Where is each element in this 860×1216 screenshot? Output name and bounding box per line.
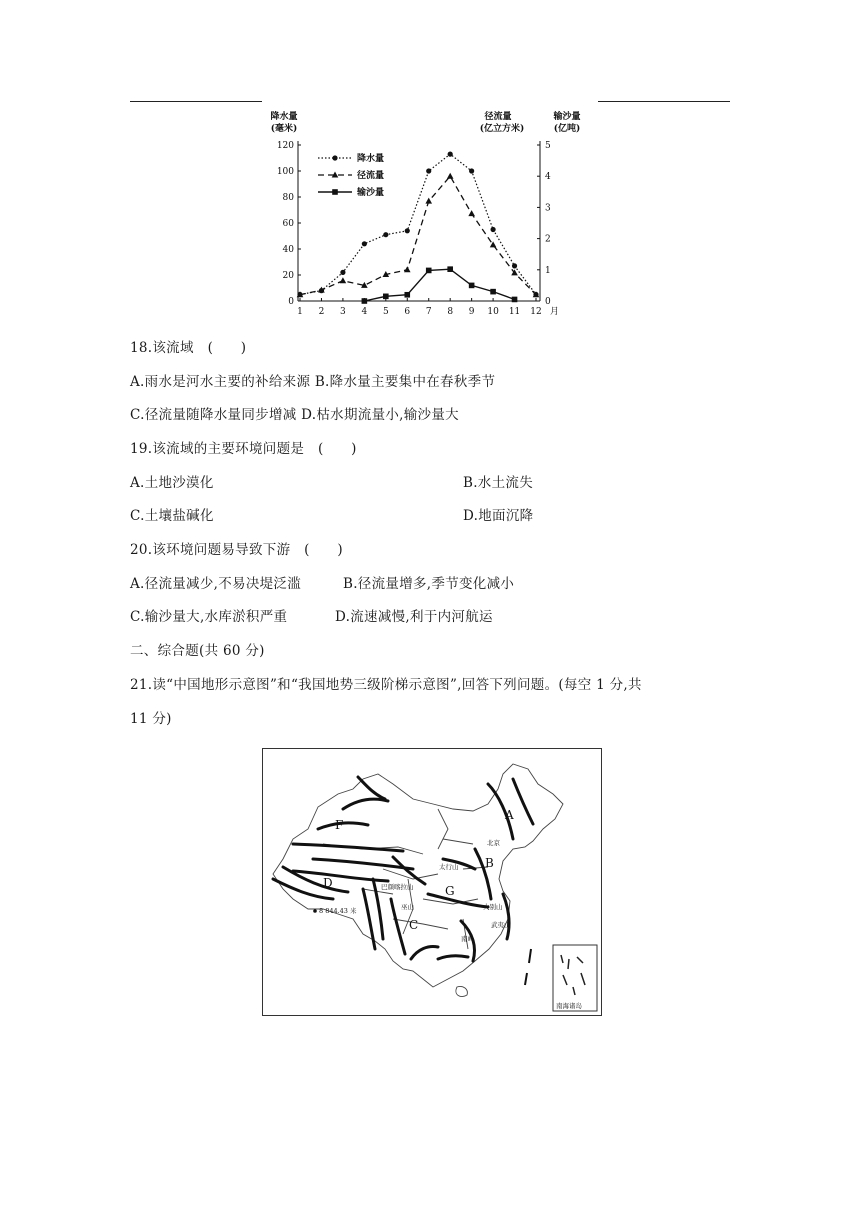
question-20-stem: 20.该环境问题易导致下游 ( ) <box>130 542 343 558</box>
map-letter-c: C <box>409 918 419 932</box>
legend-label: 径流量 <box>357 171 385 181</box>
south-sea-inset <box>553 945 597 1011</box>
map-label-dabie: 大别山 <box>483 903 503 911</box>
question-20-option-b: B.径流量增多,季节变化减小 <box>343 576 515 592</box>
x-tick-label: 12 <box>530 307 542 317</box>
left-axis-title: 降水量 <box>270 112 298 122</box>
precip-point <box>362 241 367 246</box>
left-tick-label: 40 <box>282 245 294 255</box>
question-21-line1: 21.读“中国地形示意图”和“我国地势三级阶梯示意图”,回答下列问题。(每空 1 分,共 <box>130 677 642 693</box>
question-20-option-d: D.流速减慢,利于内河航运 <box>335 609 493 625</box>
china-terrain-map <box>262 748 602 1016</box>
runoff-point <box>447 173 454 179</box>
question-20-option-a: A.径流量减少,不易决堤泛滥 <box>130 576 302 592</box>
legend-label: 输沙量 <box>357 188 385 198</box>
runoff-point <box>468 210 475 216</box>
question-18-stem: 18.该流域 ( ) <box>130 340 247 356</box>
right-tick-label: 3 <box>545 203 551 214</box>
hydrograph-chart <box>262 108 592 328</box>
south-sea-label: 南海诸岛 <box>556 1002 582 1010</box>
question-18-option-cd: C.径流量随降水量同步增减 D.枯水期流量小,输沙量大 <box>130 407 459 423</box>
precip-point <box>405 228 410 233</box>
precip-point <box>512 263 517 268</box>
everest-marker <box>313 909 317 913</box>
sediment-axis-title: 输沙量 <box>553 112 581 122</box>
left-tick-label: 80 <box>282 193 294 203</box>
question-19-option-d: D.地面沉降 <box>463 508 534 524</box>
map-label-wuyi: 武夷山 <box>491 921 511 929</box>
question-21-line2: 11 分) <box>130 711 172 727</box>
question-19-option-a: A.土地沙漠化 <box>130 475 214 491</box>
sediment-point <box>469 283 475 289</box>
map-label-wushan: 巫山 <box>401 903 414 911</box>
sediment-point <box>404 292 410 298</box>
sediment-point <box>383 294 389 300</box>
x-tick-label: 9 <box>468 307 475 317</box>
question-19-option-b: B.水土流失 <box>463 475 534 491</box>
x-tick-label: 2 <box>318 307 325 317</box>
legend-marker <box>332 189 338 195</box>
sediment-axis-unit: (亿吨) <box>553 124 581 134</box>
precip-point <box>383 232 388 237</box>
runoff-axis-title: 径流量 <box>484 112 512 122</box>
precip-point <box>490 227 495 232</box>
right-tick-label: 0 <box>545 297 551 307</box>
legend-marker <box>332 155 337 160</box>
right-tick-label: 1 <box>545 265 551 276</box>
right-tick-label: 5 <box>545 141 551 151</box>
map-letter-b: B <box>485 856 494 870</box>
header-rule-right <box>598 101 730 102</box>
sediment-point <box>426 268 432 274</box>
map-letter-a: A <box>505 808 514 822</box>
map-letter-f: F <box>335 818 344 832</box>
sediment-point <box>362 298 368 304</box>
x-tick-label: 8 <box>447 307 454 317</box>
map-label-bayan: 巴颜喀拉山 <box>381 883 414 891</box>
east-coast-dashes <box>525 949 531 985</box>
x-tick-label: 6 <box>404 307 411 317</box>
map-label-beijing: 北京 <box>487 839 500 847</box>
series-1 <box>297 152 538 298</box>
map-label-taihang: 太行山 <box>439 863 459 871</box>
x-tick-label: 5 <box>382 307 389 317</box>
series-3 <box>362 266 518 303</box>
map-letter-g: G <box>445 884 455 898</box>
map-label-everest: 8 844.43 米 <box>319 907 357 915</box>
header-rule-left <box>130 101 262 102</box>
x-tick-label: 7 <box>425 307 432 317</box>
map-letter-d: D <box>323 876 333 890</box>
left-tick-label: 100 <box>276 167 294 177</box>
section-title: 二、综合题(共 60 分) <box>130 643 265 659</box>
x-tick-label: 4 <box>361 307 368 317</box>
x-axis-unit: 月 <box>550 307 560 317</box>
precip-point <box>426 168 431 173</box>
runoff-point <box>404 266 411 272</box>
x-tick-label: 11 <box>508 307 521 317</box>
x-tick-label: 3 <box>340 307 346 317</box>
precip-point <box>340 270 345 275</box>
question-20-option-c: C.输沙量大,水库淤积严重 <box>130 609 288 625</box>
left-tick-label: 20 <box>282 271 294 281</box>
runoff-point <box>425 198 432 204</box>
sediment-point <box>512 297 518 303</box>
runoff-axis-unit: (亿立方米) <box>479 124 525 134</box>
precip-point <box>448 152 453 157</box>
left-tick-label: 120 <box>276 141 294 151</box>
sediment-point <box>490 289 496 295</box>
legend-label: 降水量 <box>357 154 385 164</box>
runoff-point <box>340 277 347 283</box>
question-18-option-ab: A.雨水是河水主要的补给来源 B.降水量主要集中在春秋季节 <box>130 374 496 390</box>
left-tick-label: 0 <box>288 297 294 307</box>
question-19-option-c: C.土壤盐碱化 <box>130 508 214 524</box>
right-tick-label: 4 <box>545 172 551 183</box>
left-tick-label: 60 <box>282 219 294 229</box>
right-tick-label: 2 <box>545 234 551 245</box>
x-tick-label: 1 <box>297 307 303 317</box>
sediment-point <box>447 266 453 272</box>
precip-point <box>469 168 474 173</box>
x-tick-label: 10 <box>487 307 499 317</box>
question-19-stem: 19.该流域的主要环境问题是 ( ) <box>130 441 357 457</box>
map-label-nanling: 南岭 <box>461 935 474 943</box>
left-axis-unit: (毫米) <box>270 124 298 134</box>
